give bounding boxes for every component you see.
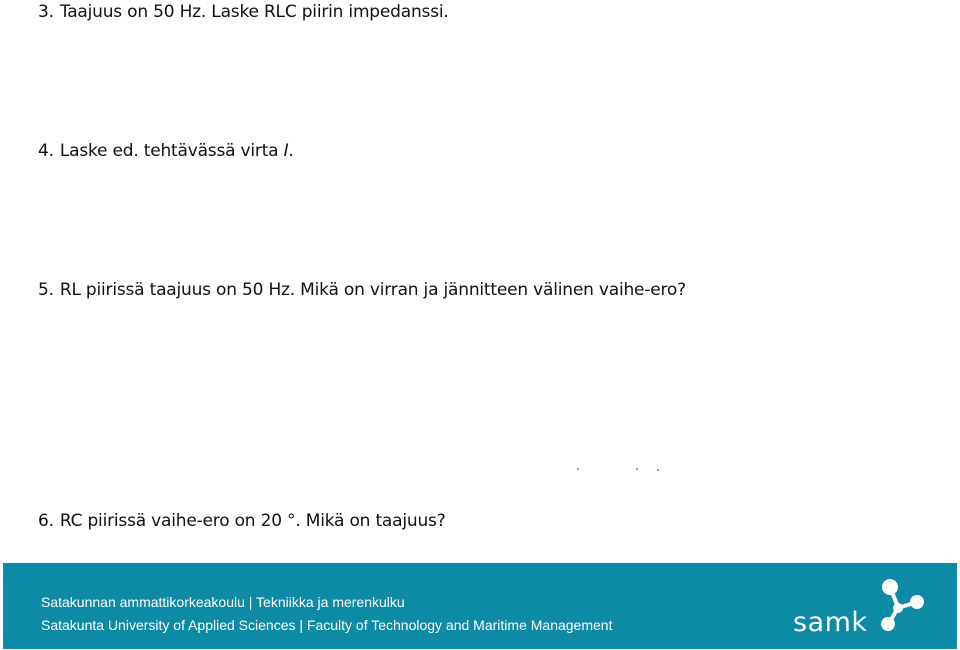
question-4-period: .: [288, 141, 294, 161]
question-3-number: 3.: [38, 2, 54, 22]
question-4-text: Laske ed. tehtävässä virta: [59, 141, 284, 161]
footer-line-finnish: Satakunnan ammattikorkeakoulu | Tekniikka ja merenkulku: [41, 594, 405, 610]
question-6-text: RC piirissä vaihe-ero on 20 °. Mikä on taajuus?: [59, 511, 446, 531]
question-3: [38, 2, 449, 22]
question-6-number: 6.: [38, 511, 54, 531]
current-variable: I: [283, 141, 289, 161]
question-5-text: RL piirissä taajuus on 50 Hz. Mikä on virran ja jännitteen välinen vaihe-ero?: [59, 280, 686, 300]
question-5-number: 5.: [38, 280, 54, 300]
scan-speck: [577, 468, 579, 470]
footer-line-english: Satakunta University of Applied Sciences | Faculty of Technology and Maritime Management: [41, 617, 613, 633]
question-5: [38, 280, 686, 300]
question-4-number: 4.: [38, 141, 54, 161]
question-3-text: Taajuus on 50 Hz. Laske RLC piirin impedanssi.: [59, 2, 449, 22]
samk-logo-text: samk: [793, 607, 868, 638]
scan-speck: [657, 469, 659, 471]
question-4: [38, 141, 294, 161]
scan-speck: [636, 468, 638, 470]
question-6: [38, 511, 446, 531]
footer-bar: [3, 563, 957, 649]
samk-logo: [791, 577, 931, 639]
